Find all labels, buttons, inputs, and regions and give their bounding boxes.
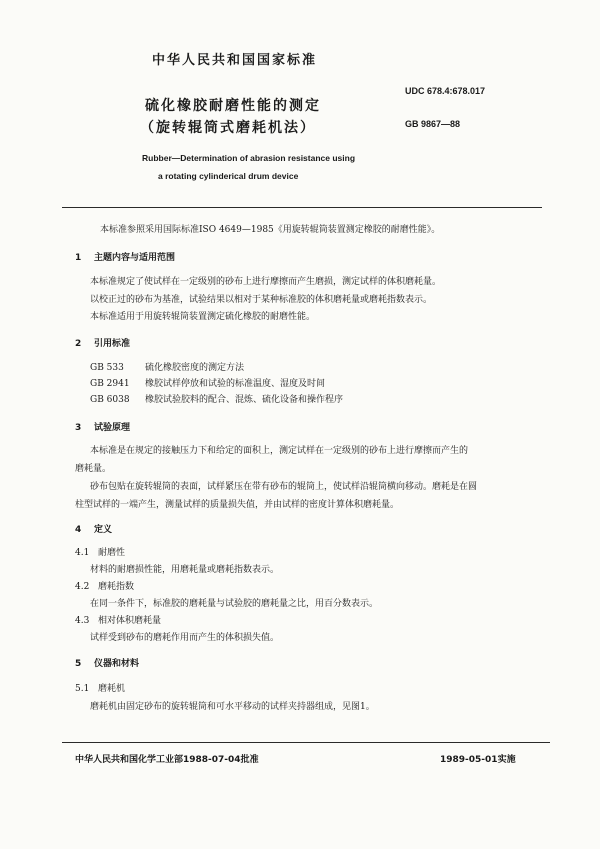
reference-code: GB 533: [90, 363, 124, 373]
reference-title: 硫化橡胶密度的测定方法: [145, 363, 245, 373]
section-4-number: 4: [75, 525, 82, 535]
definition-term: 磨耗指数: [98, 582, 135, 592]
section-3-line: 本标准是在规定的接触压力下和给定的面积上，测定试样在一定级别的砂布上进行摩擦而产生的: [90, 446, 469, 456]
reference-title: 橡胶试样停放和试验的标准温度、湿度及时间: [145, 379, 326, 389]
section-1-line: 本标准规定了使试样在一定级别的砂布上进行摩擦而产生磨损，测定试样的体积磨耗量。: [90, 277, 442, 287]
definition-number: 4.1: [75, 548, 90, 558]
header-divider: [62, 207, 542, 208]
section-1-number: 1: [75, 253, 82, 263]
reference-title: 橡胶试验胶料的配合、混炼、硫化设备和操作程序: [145, 395, 344, 405]
section-2-title: 引用标准: [94, 339, 131, 349]
section-5-title: 仪器和材料: [94, 659, 140, 669]
section-1-line: 以校正过的砂布为基准，试验结果以相对于某种标准胶的体积磨耗量或磨耗指数表示。: [90, 295, 433, 305]
section-3-title: 试验原理: [94, 423, 131, 433]
definition-term: 磨耗机: [98, 684, 126, 694]
reference-code: GB 2941: [90, 379, 130, 389]
section-1-line: 本标准适用于用旋转辊筒装置测定硫化橡胶的耐磨性能。: [90, 312, 316, 322]
section-2-number: 2: [75, 339, 82, 349]
section-3-line: 砂布包贴在旋转辊筒的表面，试样紧压在带有砂布的辊筒上，使试样沿辊筒横向移动。磨耗是在圆: [90, 482, 478, 492]
section-3-line: 柱型试样的一端产生，测量试样的质量损失值，并由试样的密度计算体积磨耗量。: [75, 500, 400, 510]
title-line-2: （旋转辊筒式磨耗机法）: [140, 120, 316, 136]
definition-term: 相对体积磨耗量: [98, 616, 162, 626]
national-standard-header: 中华人民共和国国家标准: [152, 53, 318, 68]
footer-divider: [62, 742, 550, 743]
udc-code: UDC 678.4:678.017: [405, 86, 486, 96]
definition-number: 5.1: [75, 684, 90, 694]
definition-desc: 试样受到砂布的磨耗作用而产生的体积损失值。: [90, 633, 280, 643]
section-3-line: 磨耗量。: [75, 464, 112, 474]
definition-term: 耐磨性: [98, 548, 126, 558]
implementation-date: 1989-05-01实施: [440, 755, 516, 765]
english-title-line-2: a rotating cylinderical drum device: [158, 171, 299, 181]
definition-number: 4.3: [75, 616, 90, 626]
section-1-title: 主题内容与适用范围: [94, 253, 176, 263]
definition-number: 4.2: [75, 582, 90, 592]
title-line-1: 硫化橡胶耐磨性能的测定: [145, 98, 321, 114]
section-3-number: 3: [75, 423, 82, 433]
definition-desc: 磨耗机由固定砂布的旋转辊筒和可水平移动的试样夹持器组成，见图1。: [90, 702, 375, 712]
section-5-number: 5: [75, 659, 82, 669]
intro-text: 本标准参照采用国际标准ISO 4649—1985《用旋转辊筒装置测定橡胶的耐磨性能》。: [100, 225, 441, 235]
section-4-title: 定义: [94, 525, 113, 535]
reference-code: GB 6038: [90, 395, 130, 405]
english-title-line-1: Rubber—Determination of abrasion resistance using: [142, 153, 356, 163]
definition-desc: 材料的耐磨损性能，用磨耗量或磨耗指数表示。: [90, 565, 280, 575]
gb-code: GB 9867—88: [405, 119, 461, 129]
approval-line: 中华人民共和国化学工业部1988-07-04批准: [75, 755, 259, 765]
definition-desc: 在同一条件下，标准胶的磨耗量与试验胶的磨耗量之比，用百分数表示。: [90, 599, 379, 609]
